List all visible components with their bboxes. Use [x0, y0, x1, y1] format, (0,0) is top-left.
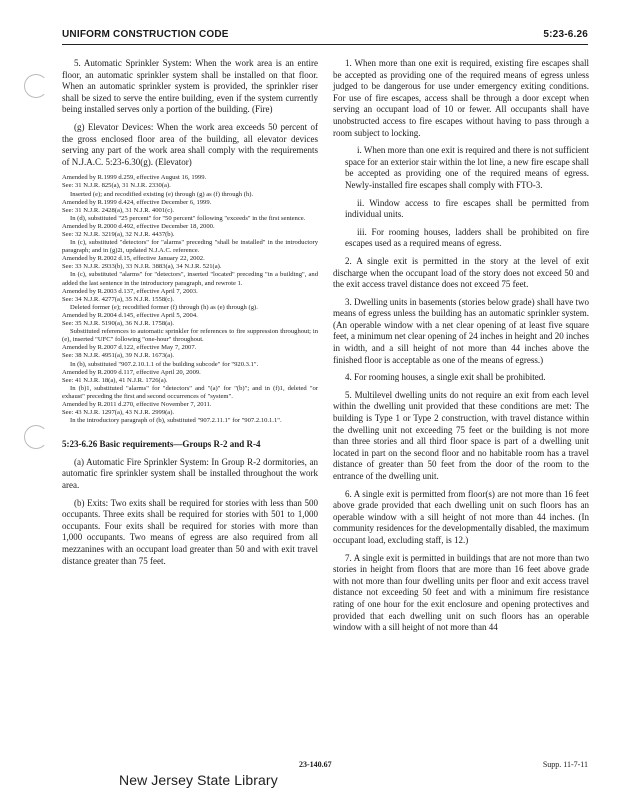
punch-hole-mark: [24, 425, 48, 449]
paragraph-a-sprinkler: (a) Automatic Fire Sprinkler System: In Group R-2 dormitories, an automatic fire sprinkler system shall be installed throughout the work area.: [62, 456, 318, 491]
amendment-line: Amended by R.2002 d.15, effective January 22, 2002.: [62, 255, 205, 263]
paragraph-4: 4. For rooming houses, a single exit shall be prohibited.: [345, 372, 546, 383]
paragraph-1-i: i. When more than one exit is required and there is not sufficient space for an exterior stair within the lot line, a new fire escape shall be accepted as providing one of the required means of egress. Newly-installed fire escapes shall comply with FTO-3.: [345, 145, 589, 190]
amendment-line: See: 31 N.J.R. 2428(a), 31 N.J.R. 4001(c).: [62, 206, 175, 214]
amendment-line: In (b), substituted "907.2.10.1.1 of the building subcode" for "920.3.1".: [70, 360, 259, 368]
punch-hole-mark: [24, 74, 48, 98]
amendment-line: See: 31 N.J.R. 825(a), 31 N.J.R. 2330(a).: [62, 182, 171, 190]
header-section-number: 5:23-6.26: [543, 29, 588, 40]
paragraph-elevator-devices: (g) Elevator Devices: When the work area exceeds 50 percent of the gross enclosed floor area of the building, all elevator devices serving any part of the work area shall comply with the requirements of N.J.A.C. 5:23-6.30(g). (Elevator): [62, 121, 318, 167]
right-column: [333, 58, 589, 640]
paragraph-b-exits: (b) Exits: Two exits shall be required for stories with less than 500 occupants. Three exits shall be required for stories with 501 to 1,000 occupants. Four exits shall be required for stories with more than 1,000 occupants. Two means of egress are also required from all mezzanines with an occupant load greater than 50 and with exit travel distance greater than 75 feet.: [62, 497, 318, 566]
left-column: [62, 58, 318, 573]
amendment-line: See: 35 N.J.R. 5190(a), 36 N.J.R. 1758(a).: [62, 320, 175, 328]
amendment-line: In (b)1, substituted "alarms" for "detectors" and "(a)" for "(b)"; and in (f)1, deleted "or exhaust" preceding the first and second occurrences of "system".: [62, 384, 318, 400]
amendment-line: Amended by R.2007 d.122, effective May 7, 2007.: [62, 344, 197, 352]
library-stamp: New Jersey State Library: [119, 772, 278, 788]
amendment-line: See: 32 N.J.R. 3219(a), 32 N.J.R. 4437(b).: [62, 231, 175, 238]
amendment-line: In (c), substituted "detectors" for "alarms" preceding "shall be installed" in the introductory paragraph; and in (g)2i, updated N.J.A.C. reference.: [62, 239, 318, 255]
paragraph-3: 3. Dwelling units in basements (stories below grade) shall have two means of egress unless the building has an automatic sprinkler system. (An operable window with a net clear opening of at least five square feet, a minimum net clear opening of 24 inches in height and 20 inches in width, and a sill height of not more than 44 inches above the finished floor is acceptable as one of the means of egress.): [333, 296, 589, 365]
amendment-history: [62, 174, 318, 425]
amendment-line: See: 33 N.J.R. 2933(b), 33 N.J.R. 3883(a), 34 N.J.R. 521(a).: [62, 263, 222, 271]
supplement-date: Supp. 11-7-11: [542, 760, 588, 769]
amendment-line: Amended by R.2000 d.492, effective December 18, 2000.: [62, 222, 215, 230]
amendment-line: Amended by R.2004 d.145, effective April 5, 2004.: [62, 311, 198, 319]
paragraph-sprinkler: 5. Automatic Sprinkler System: When the work area is an entire floor, an automatic sprinkler system shall be installed on that floor. When an automatic sprinkler system is provided, the sprinkler riser shall be sized to serve the entire building, even if the system currently being installed serves only a portion of the building. (Fire): [62, 58, 318, 115]
amendment-line: See: 41 N.J.R. 18(a), 41 N.J.R. 1726(a).: [62, 376, 168, 384]
amendment-line: Amended by R.1999 d.259, effective August 16, 1999.: [62, 174, 207, 182]
header-rule: [62, 44, 588, 45]
amendment-line: See: 34 N.J.R. 4277(a), 35 N.J.R. 1558(c).: [62, 295, 175, 303]
amendment-line: Amended by R.2003 d.137, effective April 7, 2003.: [62, 287, 198, 295]
header-title: UNIFORM CONSTRUCTION CODE: [62, 29, 229, 40]
amendment-line: Deleted former (e); recodified former (f) through (h) as (e) through (g).: [70, 303, 258, 311]
paragraph-7: 7. A single exit is permitted in buildings that are not more than two stories in height from floors that are more than 16 feet above grade with not more than four dwelling units per floor and exit access travel distance not exceeding 50 feet and with a minimum fire resistance rating of one hour for the exit enclosure and opening protectives and provided that each dwelling unit on such floors has an operable window with a sill height of not more than 44: [333, 552, 589, 633]
page-number: 23-140.67: [299, 760, 332, 769]
amendment-line: Amended by R.1999 d.424, effective December 6, 1999.: [62, 198, 212, 206]
paragraph-1-iii: iii. For rooming houses, ladders shall be prohibited on fire escapes used as a required means of egress.: [345, 226, 589, 249]
paragraph-5: 5. Multilevel dwelling units do not require an exit from each level within the dwelling unit provided that these conditions are met: The building is Type 1 or Type 2 construction, with travel distance within the dwelling unit not exceeding 75 feet or the building is not more than three stories and all third floor space is part of a dwelling unit located in part on the second floor and no habitable room has a travel distance of greater than 50 feet from the door of the room to the entrance of the dwelling unit.: [333, 389, 589, 481]
amendment-line: See: 38 N.J.R. 4951(a), 39 N.J.R. 1673(a).: [62, 352, 175, 360]
amendment-line: Amended by R.2011 d.270, effective November 7, 2011.: [62, 400, 212, 408]
amendment-line: In (c), substituted "alarms" for "detectors", inserted "located" preceding "in a building", and added the last sentence in the introductory paragraph, and rewrote 1.: [62, 271, 318, 287]
amendment-line: Substituted references to automatic sprinkler for references to fire suppression throughout; in (e), inserted "UFC" following "one-hour" throughout.: [62, 328, 318, 344]
paragraph-1-fire-escapes: 1. When more than one exit is required, existing fire escapes shall be accepted as providing one of the required means of egress unless judged to be dangerous for use under emergency exiting conditions. For use of fire escapes, access shall be through a door except when serving an occupant load of 10 or fewer. All occupants shall have unobstructed access to fire escapes without having to pass through a room subject to locking.: [333, 58, 589, 138]
section-heading: 5:23-6.26 Basic requirements—Groups R-2 and R-4: [62, 439, 261, 450]
amendment-line: In (d), substituted "25 percent" for "50 percent" following "exceeds" in the first sentence.: [70, 214, 306, 222]
amendment-line: In the introductory paragraph of (b), substituted "907.2.11.1" for "907.2.10.1.1".: [70, 417, 282, 425]
paragraph-6: 6. A single exit is permitted from floor(s) are not more than 16 feet above grade provided that each dwelling unit on such floors has an operable window with a sill height of not more than 44 inches. (In community residences for the developmentally disabled, the maximum occupant load, excluding staff, is 12.): [333, 488, 589, 545]
amendment-line: Inserted (e); and recodified existing (e) through (g) as (f) through (h).: [70, 190, 254, 198]
amendment-line: Amended by R.2009 d.117, effective April 20, 2009.: [62, 368, 201, 376]
amendment-line: See: 43 N.J.R. 1297(a), 43 N.J.R. 2999(a).: [62, 409, 175, 417]
paragraph-2: 2. A single exit is permitted in the story at the level of exit discharge when the occupant load of the story does not exceed 50 and the exit access travel distance does not exceed 75 feet.: [333, 255, 589, 290]
running-header: [62, 29, 588, 45]
paragraph-1-ii: ii. Window access to fire escapes shall be permitted from individual units.: [345, 197, 589, 220]
